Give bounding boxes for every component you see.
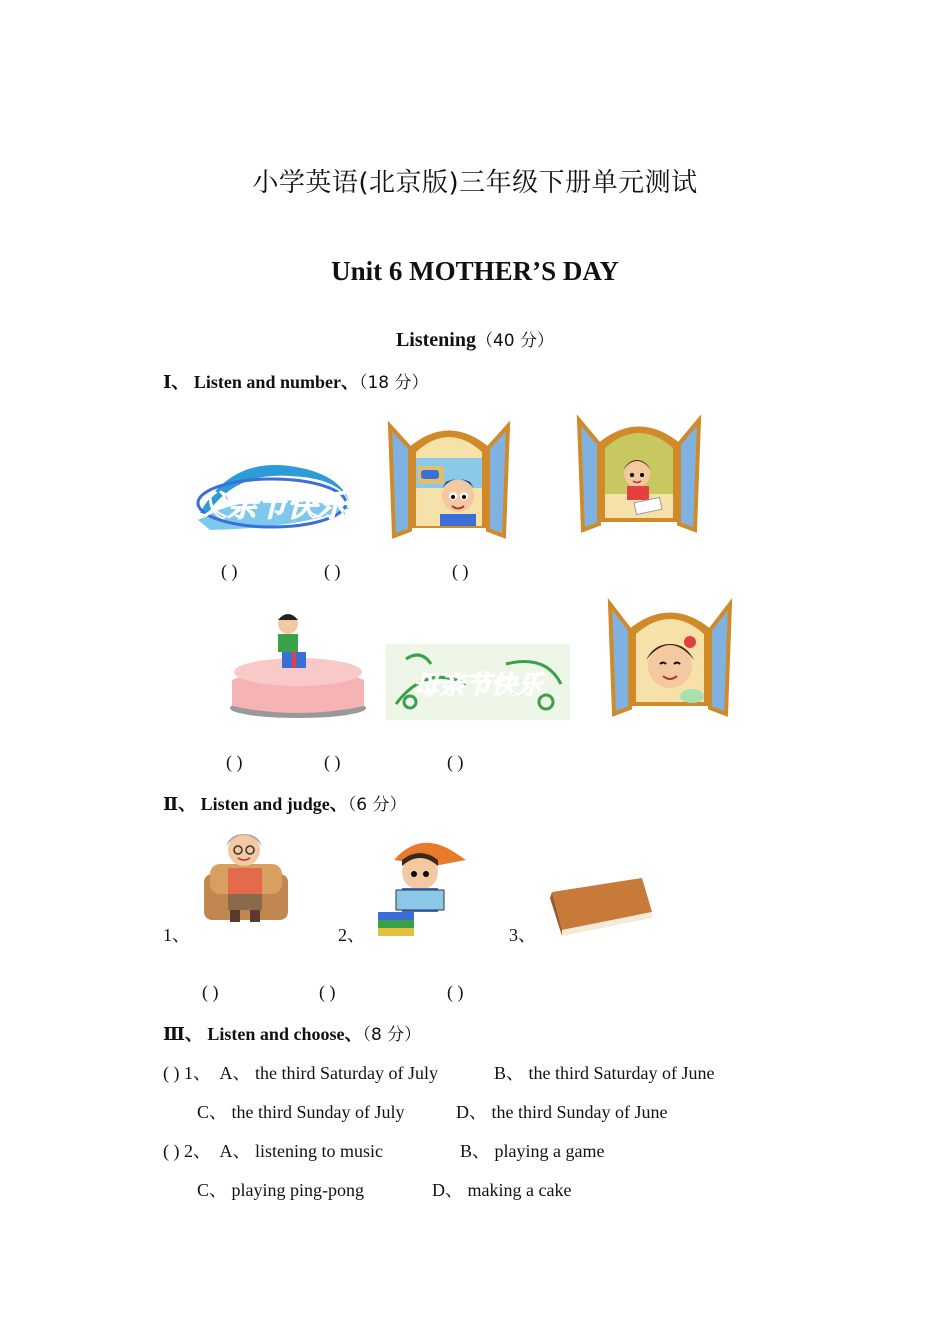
answer-blank[interactable]: ( )	[324, 561, 341, 581]
part1-instruction: Listen and number、	[193, 372, 359, 392]
boy-window-toy-car-image	[388, 418, 510, 536]
answer-blank[interactable]: ( )	[226, 752, 243, 772]
part1-heading	[163, 368, 429, 394]
option-d: D、 the third Sunday of June	[456, 1102, 668, 1122]
option-b: B、 playing a game	[460, 1141, 605, 1161]
answer-blank[interactable]: ( )	[447, 752, 464, 772]
father-day-banner-image	[190, 458, 355, 536]
part2-label: Ⅱ、	[163, 794, 197, 814]
girl-window-cake-image	[608, 600, 732, 716]
part1-score: （18 分）	[358, 373, 429, 393]
part3-score: （8 分）	[362, 1025, 422, 1045]
section-title	[0, 326, 950, 352]
option-c: C、 the third Sunday of July	[197, 1102, 405, 1122]
answer-blank[interactable]: ( )	[447, 982, 464, 1002]
unit-title: Unit 6 MOTHER’S DAY	[331, 256, 619, 286]
boy-table-gift-image	[228, 610, 368, 722]
father-day-banner-text: 父亲节快乐	[197, 489, 347, 524]
page-title-chinese: 小学英语(北京版)三年级下册单元测试	[252, 168, 698, 198]
question-1-line-1	[163, 1059, 715, 1085]
grandma-armchair-image	[200, 824, 292, 926]
part2-heading	[163, 790, 406, 816]
part3-instruction: Listen and choose、	[207, 1024, 363, 1044]
answer-blank[interactable]: ( )	[319, 982, 336, 1002]
part2-instruction: Listen and judge、	[200, 794, 348, 814]
answer-blank[interactable]: ( )	[163, 1063, 180, 1083]
question-number: 2、	[184, 1141, 211, 1161]
option-d: D、 making a cake	[432, 1180, 572, 1200]
question-number: 1、	[184, 1063, 211, 1083]
part2-score: （6 分）	[347, 795, 407, 815]
part1-label: Ⅰ、	[163, 372, 190, 392]
mother-day-banner-text: 母亲节快乐	[412, 671, 544, 701]
mother-day-banner-image	[386, 644, 570, 720]
answer-blank[interactable]: ( )	[221, 561, 238, 581]
part3-heading	[163, 1020, 421, 1046]
boy-reading-book-image	[374, 830, 468, 938]
option-a: A、 listening to music	[219, 1141, 383, 1161]
answer-blank[interactable]: ( )	[163, 1141, 180, 1161]
girl-window-drawing-image	[575, 414, 703, 532]
section-score: （40 分）	[475, 331, 555, 351]
part3-label: Ⅲ、	[163, 1024, 203, 1044]
section-title-text: Listening	[395, 329, 476, 351]
option-c: C、 playing ping-pong	[197, 1180, 364, 1200]
option-b: B、 the third Saturday of June	[494, 1063, 715, 1083]
answer-blank[interactable]: ( )	[202, 982, 219, 1002]
question-2-line-2	[197, 1176, 572, 1202]
closed-book-image	[546, 872, 656, 938]
item-number: 3、	[509, 925, 536, 945]
answer-blank[interactable]: ( )	[324, 752, 341, 772]
item-number: 1、	[163, 925, 190, 945]
item-number: 2、	[338, 925, 365, 945]
question-2-line-1	[163, 1137, 605, 1163]
answer-blank[interactable]: ( )	[452, 561, 469, 581]
question-1-line-2	[197, 1098, 668, 1124]
option-a: A、 the third Saturday of July	[219, 1063, 438, 1083]
